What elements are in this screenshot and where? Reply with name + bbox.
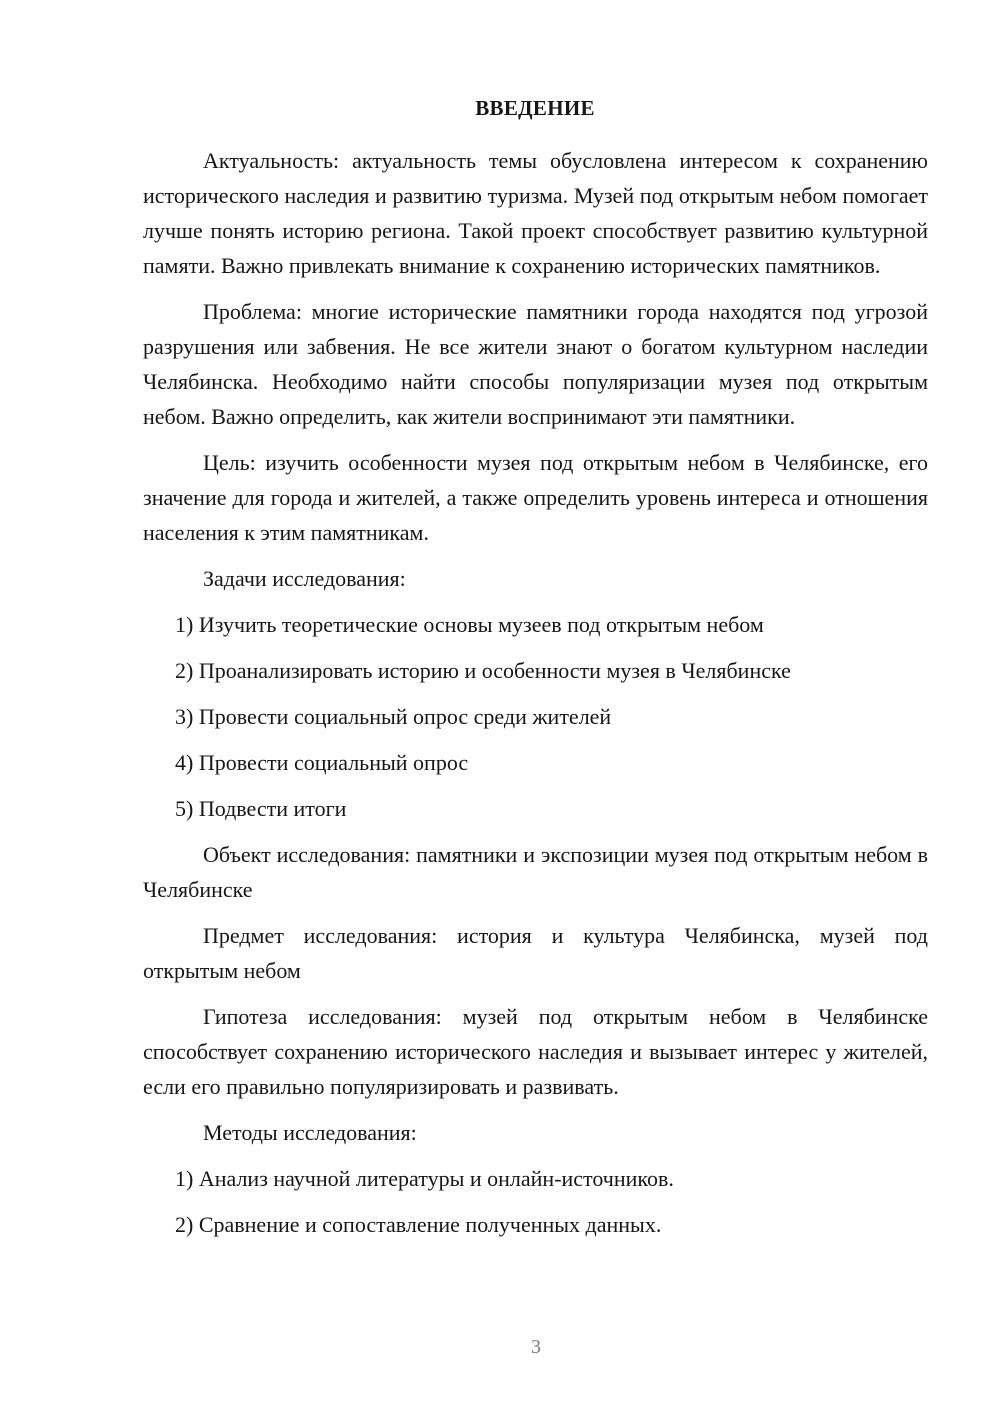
list-item: 1) Изучить теоретические основы музеев под открытым небом — [175, 612, 764, 637]
list-item: 1) Анализ научной литературы и онлайн-источников. — [175, 1166, 674, 1191]
list-item: 4) Провести социальный опрос — [175, 750, 469, 775]
goal-paragraph: Цель: изучить особенности музея под открытым небом в Челябинске, его значение для города и жителей, а также определить уровень интереса и отношения населения к этим памятникам. — [143, 450, 928, 545]
list-item: 2) Сравнение и сопоставление полученных данных. — [175, 1212, 662, 1237]
list-item: 5) Подвести итоги — [175, 796, 347, 821]
relevance-paragraph: Актуальность: актуальность темы обусловлена интересом к сохранению исторического наследия и развитию туризма. Музей под открытым небом помогает лучше понять историю региона. Такой проект способствует развитию культурной памяти. Важно привлекать внимание к сохранению исторических памятников. — [143, 148, 928, 278]
document-body — [143, 143, 928, 1253]
subject-paragraph: Предмет исследования: история и культура Челябинска, музей под открытым небом — [143, 923, 928, 983]
page-title: ВВЕДЕНИЕ — [475, 96, 595, 120]
tasks-title: Задачи исследования: — [203, 566, 406, 591]
page-number: 3 — [531, 1336, 541, 1358]
hypothesis-paragraph: Гипотеза исследования: музей под открытым небом в Челябинске способствует сохранению исторического наследия и вызывает интерес у жителей, если его правильно популяризировать и развивать. — [143, 1004, 928, 1099]
methods-title: Методы исследования: — [203, 1120, 417, 1145]
list-item: 3) Провести социальный опрос среди жителей — [175, 704, 612, 729]
problem-paragraph: Проблема: многие исторические памятники города находятся под угрозой разрушения или забвения. Не все жители знают о богатом культурном наследии Челябинска. Необходимо найти способы популяризации музея под открытым небом. Важно определить, как жители воспринимают эти памятники. — [143, 299, 928, 429]
list-item: 2) Проанализировать историю и особенности музея в Челябинске — [175, 658, 791, 683]
object-paragraph: Объект исследования: памятники и экспозиции музея под открытым небом в Челябинске — [143, 842, 928, 902]
